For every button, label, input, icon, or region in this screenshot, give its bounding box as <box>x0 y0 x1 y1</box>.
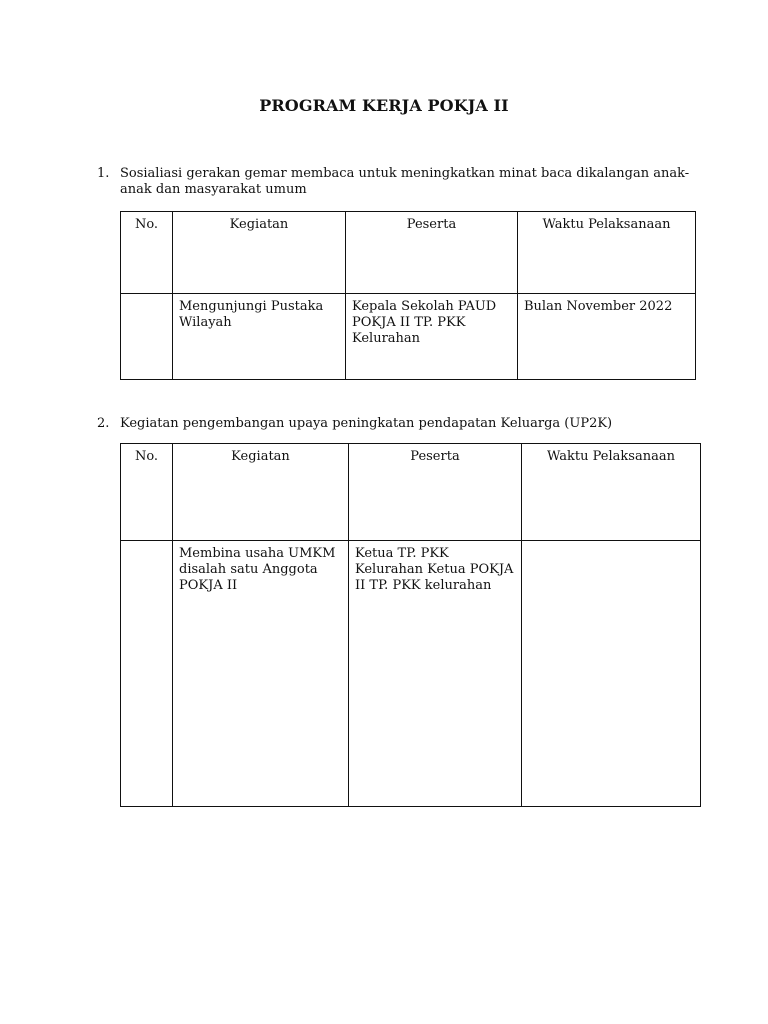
cell-peserta: Ketua TP. PKK Kelurahan Ketua POKJA II TP. PKK kelurahan <box>349 541 522 807</box>
header-no: No. <box>121 444 173 541</box>
cell-kegiatan: Membina usaha UMKM disalah satu Anggota POKJA II <box>173 541 349 807</box>
table-row <box>121 294 696 380</box>
section-2-text: Kegiatan pengembangan upaya peningkatan pendapatan Keluarga (UP2K) <box>120 416 613 431</box>
table-row <box>121 541 701 807</box>
header-waktu: Waktu Pelaksanaan <box>522 444 701 541</box>
section-1-text: Sosialiasi gerakan gemar membaca untuk meningkatkan minat baca dikalangan anak-anak dan masyarakat umum <box>120 166 690 197</box>
cell-waktu: Bulan November 2022 <box>518 294 696 380</box>
header-waktu: Waktu Pelaksanaan <box>518 212 696 294</box>
section-1-table <box>120 211 696 380</box>
header-no: No. <box>121 212 173 294</box>
table-header-row <box>121 444 701 541</box>
document-title: PROGRAM KERJA POKJA II <box>259 96 509 115</box>
header-peserta: Peserta <box>346 212 518 294</box>
cell-waktu <box>522 541 701 807</box>
header-kegiatan: Kegiatan <box>173 444 349 541</box>
cell-kegiatan: Mengunjungi Pustaka Wilayah <box>173 294 346 380</box>
cell-no <box>121 541 173 807</box>
section-2-table <box>120 443 701 807</box>
cell-peserta: Kepala Sekolah PAUD POKJA II TP. PKK Kelurahan <box>346 294 518 380</box>
header-kegiatan: Kegiatan <box>173 212 346 294</box>
table-header-row <box>121 212 696 294</box>
header-peserta: Peserta <box>349 444 522 541</box>
cell-no <box>121 294 173 380</box>
section-1-number: 1. <box>97 166 110 181</box>
section-2-number: 2. <box>97 416 110 431</box>
